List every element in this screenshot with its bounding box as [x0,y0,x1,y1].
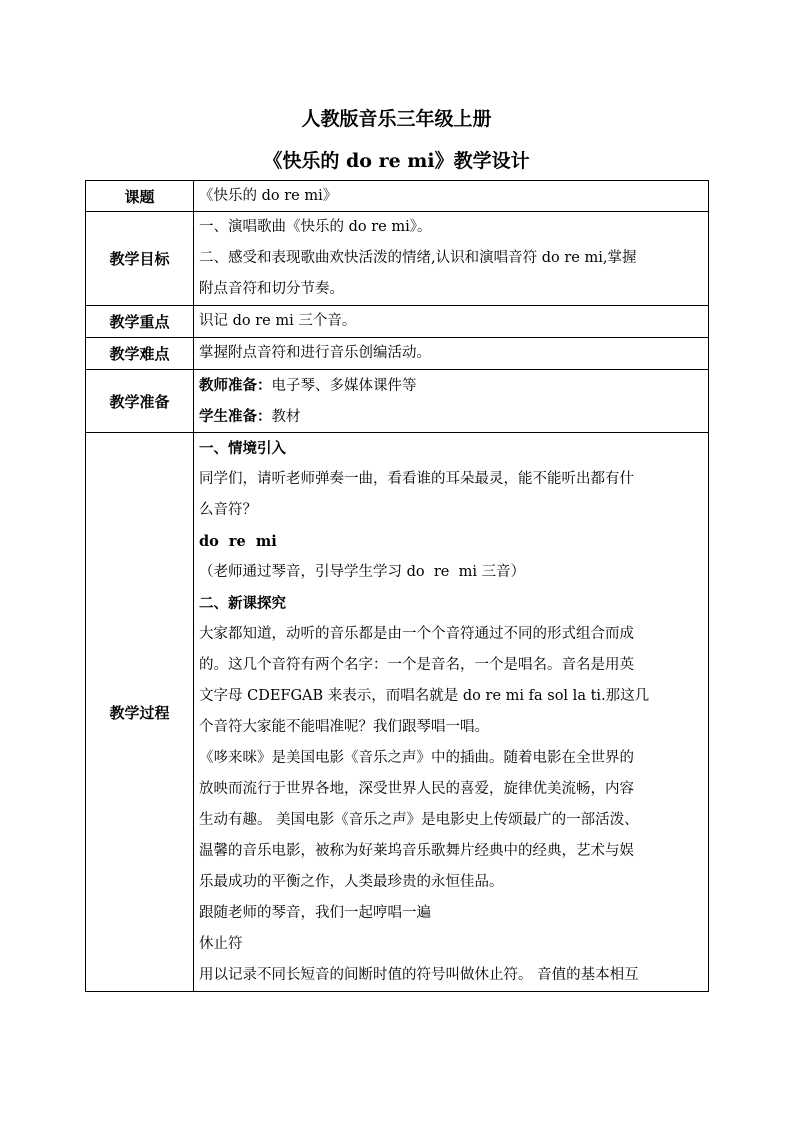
goals-cell [194,212,709,306]
document-subtitle: 《快乐的 do re mi》教学设计 [263,150,530,172]
difficulty-text: 掌握附点音符和进行音乐创编活动。 [199,345,431,361]
table-row-topic [86,181,709,212]
process-cell [194,433,709,992]
paragraph-line: 的。这几个音符有两个名字：一个是音名，一个是唱名。音名是用英 [199,657,634,673]
table-row-preparation [86,370,709,433]
paragraph-line: 温馨的音乐电影，被称为好莱坞音乐歌舞片经典中的经典，艺术与娱 [199,843,634,859]
student-prep-text: 教材 [271,409,301,425]
document-title: 人教版音乐三年级上册 [301,108,492,130]
topic-text: 《快乐的 do re mi》 [199,188,338,204]
paragraph-line: 跟随老师的琴音，我们一起哼唱一遍 [199,905,431,921]
paragraph-line: 文字母 CDEFGAB 来表示，而唱名就是 do re mi fa sol la ti.那这几 [199,688,650,704]
row-label-preparation: 教学准备 [86,370,194,433]
row-label-difficulty: 教学难点 [86,338,194,370]
paragraph-line: 么音符？ [199,502,257,518]
paragraph-line: 乐最成功的平衡之作，人类最珍贵的永恒佳品。 [199,874,504,890]
topic-cell [194,181,709,212]
paragraph-line: 《哆来咪》是美国电影《音乐之声》中的插曲。随着电影在全世界的 [199,750,634,766]
difficulty-cell [194,338,709,370]
goal-line: 二、感受和表现歌曲欢快活泼的情绪,认识和演唱音符 do re mi,掌握 [199,250,637,266]
student-prep-label: 学生准备： [199,408,272,425]
lesson-plan-table [85,180,709,992]
row-label-goals: 教学目标 [86,212,194,306]
paragraph-line: 个音符大家能不能唱准呢？我们跟琴唱一唱。 [199,719,489,735]
key-points-cell [194,306,709,338]
table-row-process [86,433,709,992]
section-heading-intro: 一、情境引入 [199,440,286,457]
section-heading-explore: 二、新课探究 [199,595,286,612]
paragraph-line: 休止符 [199,936,243,952]
paragraph-line: 用以记录不同长短音的间断时值的符号叫做休止符。 音值的基本相互 [199,967,639,983]
paragraph-line: 生动有趣。 美国电影《音乐之声》是电影史上传颂最广的一部活泼、 [199,812,639,828]
paragraph-line: 同学们，请听老师弹奏一曲，看看谁的耳朵最灵，能不能听出都有什 [199,471,634,487]
paragraph-line: 大家都知道，动听的音乐都是由一个个音符通过不同的形式组合而成 [199,626,634,642]
teacher-prep-line [199,370,703,401]
table-row-goals [86,212,709,306]
notes-line: do re mi [199,533,277,550]
teacher-prep-label: 教师准备： [199,377,272,394]
row-label-topic: 课题 [86,181,194,212]
preparation-cell [194,370,709,433]
table-row-difficulty [86,338,709,370]
row-label-key-points: 教学重点 [86,306,194,338]
teacher-prep-text: 电子琴、多媒体课件等 [271,378,417,394]
student-prep-line [199,401,703,432]
notes-hint: （老师通过琴音，引导学生学习 do re mi 三音） [199,564,526,580]
goal-line: 附点音符和切分节奏。 [199,281,344,297]
row-label-process: 教学过程 [86,433,194,992]
key-points-text: 识记 do re mi 三个音。 [199,313,357,329]
paragraph-line: 放映而流行于世界各地，深受世界人民的喜爱，旋律优美流畅，内容 [199,781,634,797]
table-row-key-points [86,306,709,338]
goal-line: 一、演唱歌曲《快乐的 do re mi》。 [199,219,432,235]
